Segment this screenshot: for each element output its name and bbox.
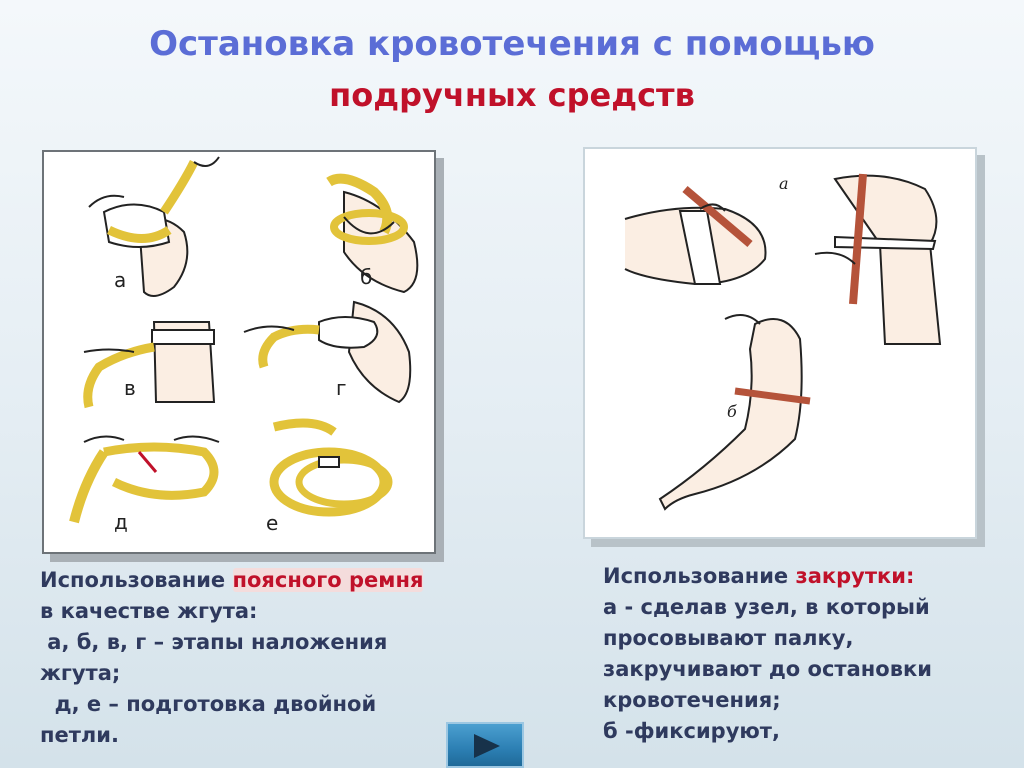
belt-caption-line2: в качестве жгута: [40, 599, 258, 623]
twist-caption-intro: Использование [603, 564, 796, 588]
twist-figure-label-a: а [779, 174, 789, 193]
slide-title-line1: Остановка кровотечения с помощью [149, 24, 875, 64]
twist-caption-line6: б -фиксируют, [603, 719, 780, 743]
twist-caption-line5: кровотечения; [603, 688, 781, 712]
figure-d-double-loop [74, 436, 219, 522]
twist-figure-a-thigh [625, 189, 766, 284]
twist-caption [603, 561, 983, 747]
twist-caption-line4: закручивают до остановки [603, 657, 932, 681]
figure-label-v: в [124, 376, 136, 400]
twist-caption-line2: а - сделав узел, в который [603, 595, 930, 619]
figure-label-a: а [114, 268, 127, 292]
stick-twist-illustration [583, 147, 977, 539]
twist-caption-line1 [603, 561, 983, 592]
belt-illustration-drawing [44, 152, 434, 552]
belt-caption-line5: д, е – подготовка двойной [40, 692, 377, 716]
figure-e-loop-ready [274, 423, 389, 512]
stick-twist-drawing [585, 149, 975, 537]
belt-caption [40, 565, 460, 751]
belt-caption-line1 [40, 565, 460, 596]
figure-label-d: д [114, 510, 128, 534]
slide-title-line2: подручных средств [329, 76, 695, 114]
twist-caption-line3: просовывают палку, [603, 626, 854, 650]
belt-caption-highlight: поясного ремня [232, 568, 424, 592]
play-triangle-icon [474, 734, 500, 758]
figure-label-b: б [360, 265, 373, 289]
twist-figure-label-b: б [727, 402, 737, 421]
twist-caption-highlight: закрутки: [795, 564, 915, 588]
figure-a-knee-belt [89, 157, 219, 296]
belt-caption-line4: жгута; [40, 661, 121, 685]
next-slide-button[interactable] [446, 722, 524, 768]
belt-caption-intro: Использование [40, 568, 233, 592]
figure-label-g: г [336, 376, 347, 400]
belt-caption-line3: а, б, в, г – этапы наложения [40, 630, 388, 654]
twist-figure-a-arm [815, 174, 940, 344]
figure-b-knee-knot [329, 179, 417, 292]
belt-caption-line6: петли. [40, 723, 119, 747]
belt-tourniquet-illustration [42, 150, 436, 554]
figure-v-thigh-buckle [84, 322, 214, 407]
figure-label-e: е [266, 511, 279, 535]
figure-g-knee-pull [244, 302, 410, 402]
